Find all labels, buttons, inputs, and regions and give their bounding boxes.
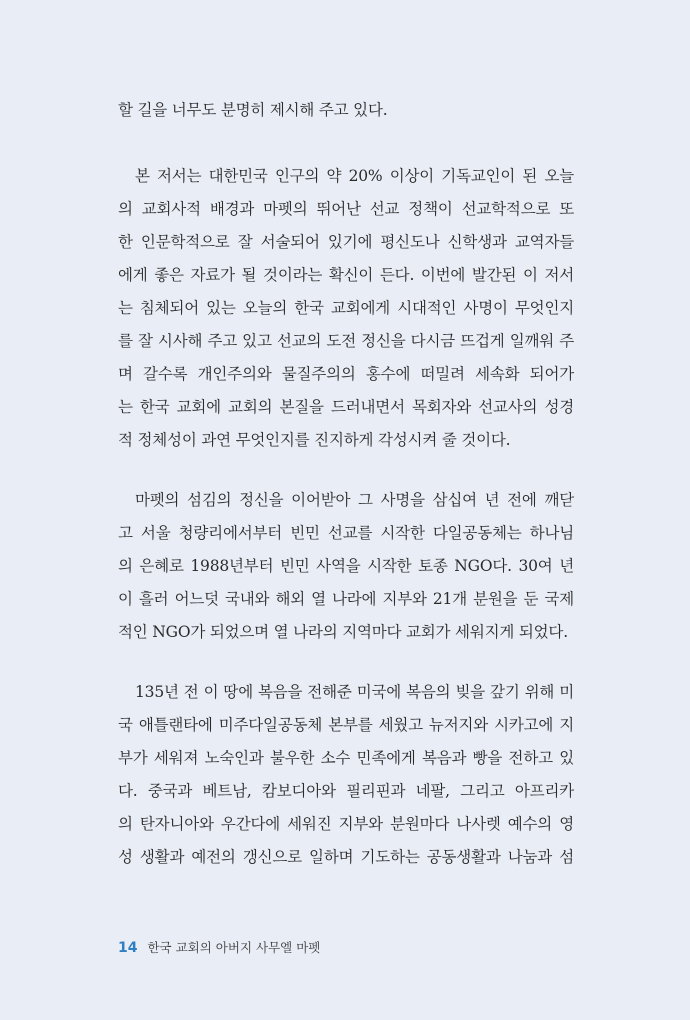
text-line: 에게 좋은 자료가 될 것이라는 확신이 든다. 이번에 발간된 이 저서 xyxy=(118,266,574,284)
text-line: 의 교회사적 배경과 마펫의 뛰어난 선교 정책이 선교학적으로 또 xyxy=(118,200,574,218)
text-line: 135년 전 이 땅에 복음을 전해준 미국에 복음의 빚을 갚기 위해 미 xyxy=(135,683,574,701)
page-number: 14 xyxy=(118,940,138,956)
text-line: 본 저서는 대한민국 인구의 약 20% 이상이 기독교인이 된 오늘 xyxy=(135,167,574,185)
text-line: 는 침체되어 있는 오늘의 한국 교회에게 시대적인 사명이 무엇인지 xyxy=(118,299,574,317)
text-line: 이 흘러 어느덧 국내와 해외 열 나라에 지부와 21개 분원을 둔 국제 xyxy=(118,590,574,608)
text-line: 의 탄자니아와 우간다에 세워진 지부와 분원마다 나사렛 예수의 영 xyxy=(118,815,574,833)
text-line: 며 갈수록 개인주의와 물질주의의 홍수에 떠밀려 세속화 되어가 xyxy=(118,365,574,383)
text-line: 마펫의 섬김의 정신을 이어받아 그 사명을 삼십여 년 전에 깨닫 xyxy=(135,491,574,509)
text-line: 할 길을 너무도 분명히 제시해 주고 있다. xyxy=(118,101,388,119)
text-line: 다. 중국과 베트남, 캄보디아와 필리핀과 네팔, 그리고 아프리카 xyxy=(118,782,574,800)
text-line: 의 은혜로 1988년부터 빈민 사역을 시작한 토종 NGO다. 30여 년 xyxy=(118,557,574,575)
running-title: 한국 교회의 아버지 사무엘 마펫 xyxy=(147,940,321,955)
paragraph-2 xyxy=(118,484,574,649)
paragraph-1 xyxy=(118,160,574,457)
paragraph-continuation xyxy=(118,94,574,127)
text-line: 는 한국 교회에 교회의 본질을 드러내면서 목회자와 선교사의 성경 xyxy=(118,398,574,416)
text-line: 고 서울 청량리에서부터 빈민 선교를 시작한 다일공동체는 하나님 xyxy=(118,524,574,542)
text-line: 한 인문학적으로 잘 서술되어 있기에 평신도나 신학생과 교역자들 xyxy=(118,233,574,251)
text-line: 성 생활과 예전의 갱신으로 일하며 기도하는 공동생활과 나눔과 섬 xyxy=(118,848,574,866)
text-line: 적 정체성이 과연 무엇인지를 진지하게 각성시켜 줄 것이다. xyxy=(118,431,511,449)
text-line: 부가 세워져 노숙인과 불우한 소수 민족에게 복음과 빵을 전하고 있 xyxy=(118,749,574,767)
text-line: 를 잘 시사해 주고 있고 선교의 도전 정신을 다시금 뜨겁게 일깨워 주 xyxy=(118,332,574,350)
paragraph-3 xyxy=(118,676,574,874)
text-line: 적인 NGO가 되었으며 열 나라의 지역마다 교회가 세워지게 되었다. xyxy=(118,623,568,641)
text-line: 국 애틀랜타에 미주다일공동체 본부를 세웠고 뉴저지와 시카고에 지 xyxy=(118,716,574,734)
page-footer xyxy=(118,938,320,958)
